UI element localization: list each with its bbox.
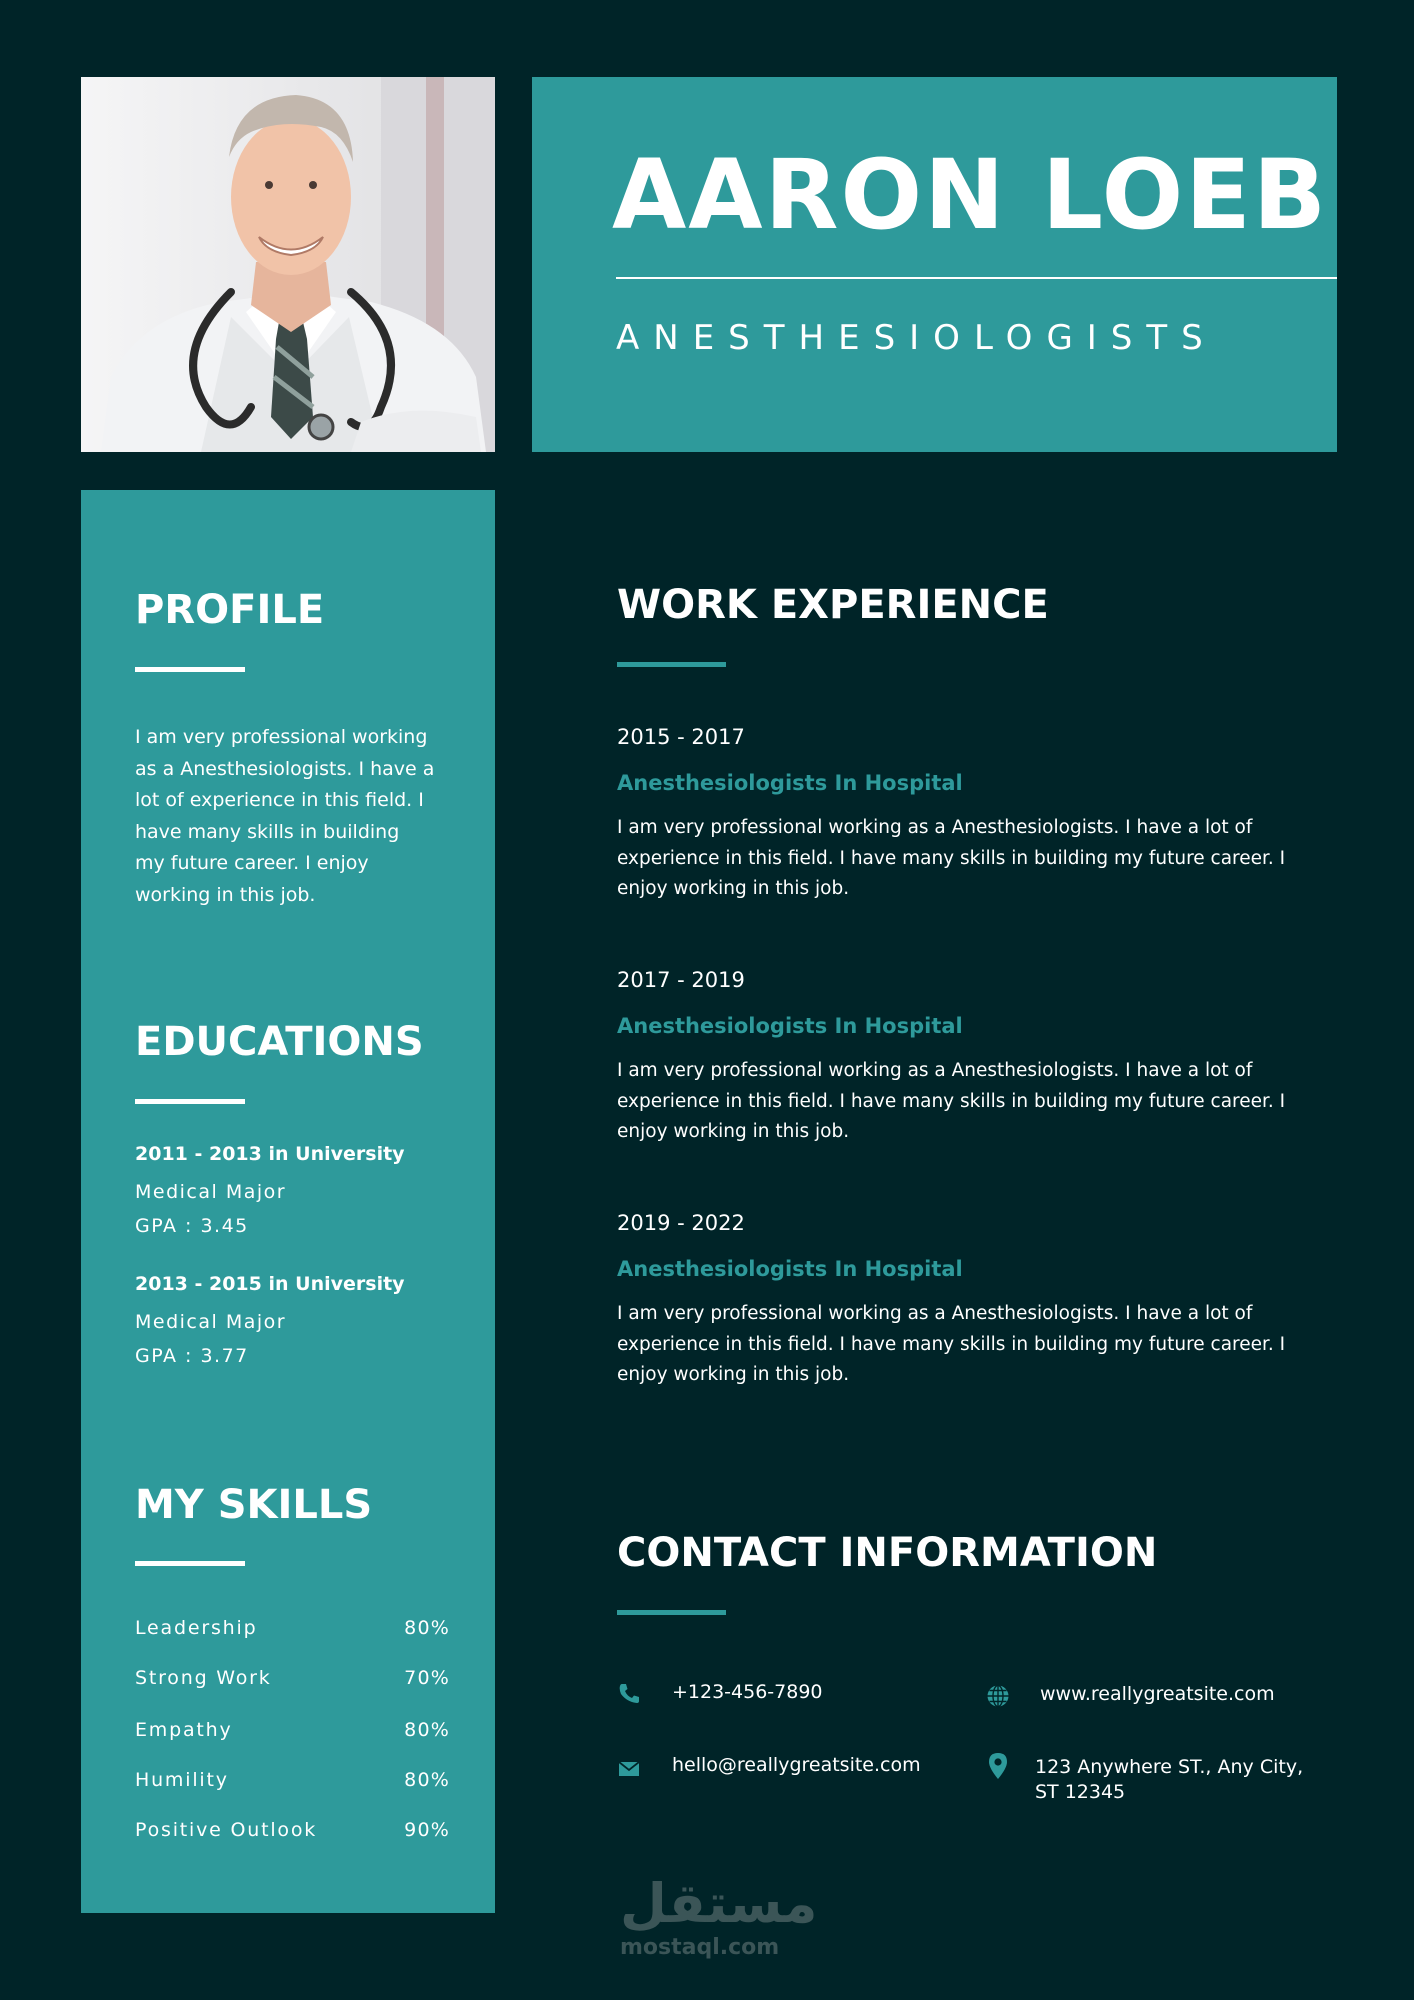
- education-major: Medical Major: [135, 1311, 287, 1333]
- job-title: ANESTHESIOLOGISTS: [616, 318, 1217, 358]
- education-gpa: GPA : 3.77: [135, 1345, 249, 1367]
- contact-heading: CONTACT INFORMATION: [617, 1530, 1158, 1576]
- watermark-logo-arabic: مستقل: [620, 1872, 818, 1935]
- skill-name: Humility: [135, 1769, 229, 1791]
- contact-divider: [617, 1610, 726, 1615]
- website-url[interactable]: www.reallygreatsite.com: [1040, 1683, 1275, 1705]
- address-line-2: ST 12345: [1035, 1781, 1126, 1803]
- work-experience-heading: WORK EXPERIENCE: [617, 582, 1049, 628]
- skill-name: Positive Outlook: [135, 1819, 318, 1841]
- skill-name: Strong Work: [135, 1667, 272, 1689]
- profile-photo: [81, 77, 495, 452]
- skill-level: 90%: [404, 1819, 450, 1841]
- candidate-name: AARON LOEB: [612, 139, 1328, 251]
- job-description: I am very professional working as a Anesthesiologists. I have a lot of experience in this field. I have many skills in building my future career. I enjoy working in this job.: [617, 1060, 1286, 1142]
- job-period: 2019 - 2022: [617, 1211, 745, 1235]
- skills-heading: MY SKILLS: [135, 1482, 373, 1528]
- phone-icon: [617, 1682, 641, 1706]
- profile-text: I am very professional working as a Anesthesiologists. I have a lot of experience in this field. I have many skills in building my future career. I enjoy working in this job.: [135, 726, 435, 906]
- header-panel: [532, 77, 1337, 452]
- globe-icon: [986, 1684, 1010, 1708]
- job-period: 2017 - 2019: [617, 968, 745, 992]
- sidebar: [81, 490, 495, 1913]
- work-divider: [617, 662, 726, 667]
- education-period: 2013 - 2015 in University: [135, 1273, 405, 1295]
- job-role: Anesthesiologists In Hospital: [617, 771, 963, 795]
- skills-divider: [135, 1561, 245, 1566]
- watermark-logo-latin: mostaql.com: [620, 1935, 780, 1960]
- location-pin-icon: [986, 1752, 1010, 1780]
- email-address[interactable]: hello@reallygreatsite.com: [672, 1754, 921, 1776]
- profile-heading: PROFILE: [135, 587, 325, 633]
- skill-name: Leadership: [135, 1617, 258, 1639]
- address-line-1: 123 Anywhere ST., Any City,: [1035, 1756, 1304, 1778]
- mail-icon: [617, 1757, 641, 1781]
- education-divider: [135, 1099, 245, 1104]
- job-role: Anesthesiologists In Hospital: [617, 1257, 963, 1281]
- job-period: 2015 - 2017: [617, 725, 745, 749]
- skill-level: 70%: [404, 1667, 450, 1689]
- skill-level: 80%: [404, 1617, 450, 1639]
- education-period: 2011 - 2013 in University: [135, 1143, 405, 1165]
- profile-divider: [135, 667, 245, 672]
- skill-level: 80%: [404, 1769, 450, 1791]
- doctor-portrait-image: [81, 77, 495, 452]
- education-gpa: GPA : 3.45: [135, 1215, 249, 1237]
- skill-name: Empathy: [135, 1719, 233, 1741]
- job-description: I am very professional working as a Anesthesiologists. I have a lot of experience in this field. I have many skills in building my future career. I enjoy working in this job.: [617, 1303, 1286, 1385]
- job-description: I am very professional working as a Anesthesiologists. I have a lot of experience in this field. I have many skills in building my future career. I enjoy working in this job.: [617, 817, 1286, 899]
- phone-number[interactable]: +123-456-7890: [672, 1681, 823, 1703]
- job-role: Anesthesiologists In Hospital: [617, 1014, 963, 1038]
- education-heading: EDUCATIONS: [135, 1019, 424, 1065]
- skill-level: 80%: [404, 1719, 450, 1741]
- header-divider: [616, 277, 1337, 279]
- education-major: Medical Major: [135, 1181, 287, 1203]
